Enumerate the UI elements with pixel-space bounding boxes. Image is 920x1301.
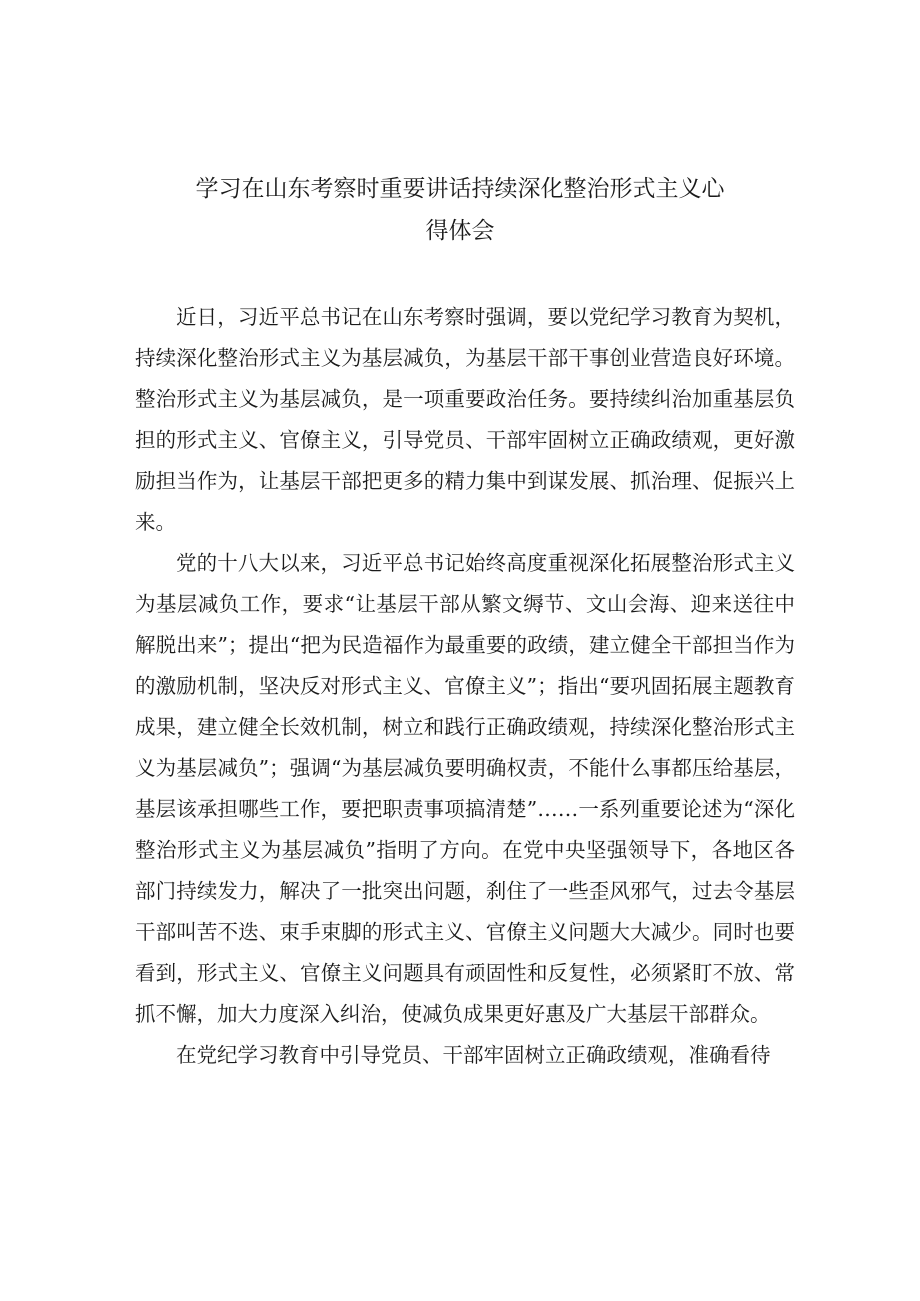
paragraph: 在党纪学习教育中引导党员、干部牢固树立正确政绩观，准确看待 xyxy=(176,1043,771,1067)
document-title-line-2: 得体会 xyxy=(425,218,495,244)
document-title-line-1: 学习在山东考察时重要讲话持续深化整治形式主义心 xyxy=(195,176,725,202)
paragraph: 党的十八大以来，习近平总书记始终高度重视深化拓展整治形式主义为基层减负工作，要求“让基层干部从繁文缛节、文山会海、迎来送往中解脱出来”；提出“把为民造福作为最重要的政绩，建立健全干部担当作为的激励机制，坚决反对形式主义、官僚主义”；指出“要巩固拓展主题教育成果，建立健全长效机制，树立和践行正确政绩观，持续深化整治形式主义为基层减负”；强调“为基层减负要明确权责，不能什么事都压给基层，基层该承担哪些工作，要把职责事项搞清楚”……一系列重要论述为“深化整治形式主义为基层减负”指明了方向。在党中央坚强领导下，各地区各部门持续发力，解决了一批突出问题，刹住了一些歪风邪气，过去令基层干部叫苦不迭、束手束脚的形式主义、官僚主义问题大大减少。同时也要看到，形式主义、官僚主义问题具有顽固性和反复性，必须紧盯不放、常抓不懈，加大力度深入纠治，使减负成果更好惠及广大基层干部群众。 xyxy=(135,551,795,1026)
document-body xyxy=(135,297,795,1076)
paragraph: 近日，习近平总书记在山东考察时强调，要以党纪学习教育为契机，持续深化整治形式主义为基层减负，为基层干部干事创业营造良好环境。整治形式主义为基层减负，是一项重要政治任务。要持续纠治加重基层负担的形式主义、官僚主义，引导党员、干部牢固树立正确政绩观，更好激励担当作为，让基层干部把更多的精力集中到谋发展、抓治理、促振兴上来。 xyxy=(135,305,795,534)
